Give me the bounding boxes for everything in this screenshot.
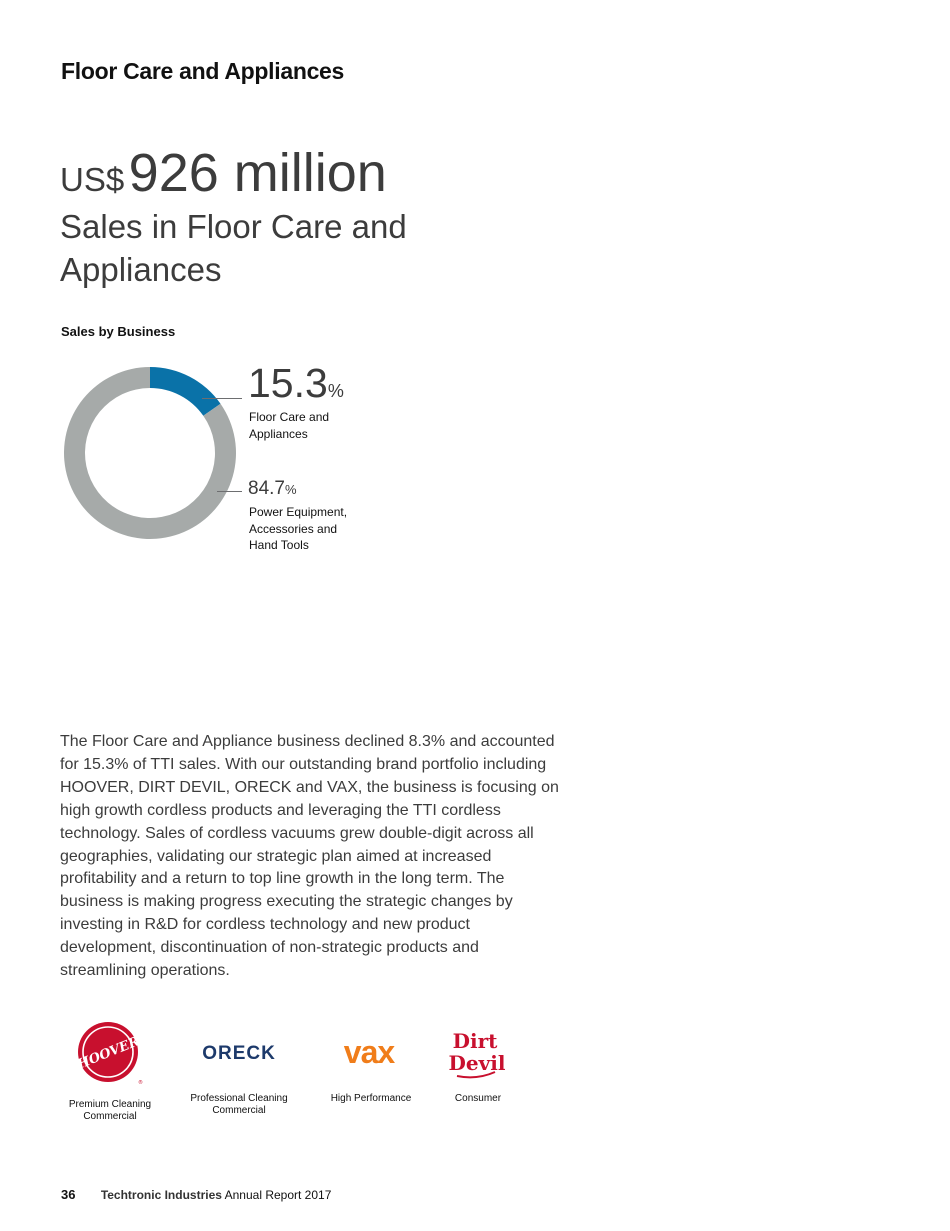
vax-logo-icon xyxy=(329,1036,413,1068)
dirt-devil-logo-text: Dirt xyxy=(452,1029,498,1053)
donut-chart xyxy=(55,358,245,548)
dirt-devil-logo-text: Devil xyxy=(448,1051,506,1075)
section-title: Floor Care and Appliances xyxy=(61,58,345,84)
slice-power-equipment-value xyxy=(248,478,297,500)
page-footer xyxy=(61,1187,331,1202)
company-name: Techtronic Industries xyxy=(100,1188,222,1202)
slice-power-equipment-label xyxy=(249,504,347,554)
sales-amount: 926 million xyxy=(128,143,387,203)
report-name: Annual Report 2017 xyxy=(224,1188,332,1202)
brand-dirt-devil xyxy=(438,1026,518,1105)
brand-caption-line: Premium Cleaning xyxy=(68,1099,152,1110)
dirt-devil-logo-icon xyxy=(443,1026,513,1082)
brand-caption-line: High Performance xyxy=(330,1093,412,1104)
slice-floor-care-number: 15.3 xyxy=(248,360,328,406)
brand-caption-line: Professional Cleaning xyxy=(190,1093,288,1104)
slice-floor-care-label-line: Floor Care and xyxy=(249,410,330,424)
slice-power-equipment-label-line: Hand Tools xyxy=(249,538,309,552)
brand-oreck-caption xyxy=(184,1093,294,1117)
chart-title: Sales by Business xyxy=(61,324,176,339)
slice-power-equipment-label-line: Accessories and xyxy=(249,521,338,536)
slice-power-equipment-label-line: Power Equipment, xyxy=(249,505,348,519)
oreck-logo-icon xyxy=(189,1040,289,1066)
slice-floor-care-label-line: Appliances xyxy=(249,426,308,441)
leader-line-power-equipment xyxy=(217,491,242,492)
hoover-logo-text: HOOVER xyxy=(75,1034,142,1073)
page-number: 36 xyxy=(61,1187,76,1202)
slice-floor-care-label xyxy=(249,409,329,442)
oreck-logo-text: ORECK xyxy=(202,1043,276,1064)
currency-label: US$ xyxy=(60,161,125,198)
svg-text:®: ® xyxy=(138,1080,143,1086)
slice-power-equipment-number: 84.7 xyxy=(248,478,285,499)
slice-floor-care-unit: % xyxy=(327,381,344,401)
brand-vax-caption xyxy=(321,1093,421,1105)
brand-caption-line: Commercial xyxy=(83,1111,137,1122)
brand-dirt-devil-caption xyxy=(438,1093,518,1105)
slice-floor-care-value xyxy=(248,360,344,407)
sales-subtitle: Sales in Floor Care and Appliances xyxy=(60,208,407,288)
vax-logo-text: vax xyxy=(343,1034,395,1070)
brand-caption-line: Commercial xyxy=(212,1105,266,1116)
brand-hoover xyxy=(60,1020,160,1123)
brand-oreck xyxy=(184,1040,294,1117)
body-paragraph xyxy=(60,731,560,983)
sales-headline xyxy=(60,142,387,204)
brand-vax xyxy=(321,1036,421,1105)
body-paragraph-text: The Floor Care and Appliance business declined 8.3% and accounted for 15.3% of TTI sales. With our outstanding brand portfolio including HOOVER, DIRT DEVIL, ORECK and VAX, the business is focusing on high growth cordless products and leveraging the TTI cordless technology. Sales of cordless vacuums grew double-digit across all geographies, validating our strategic plan aimed at increased profitability and a return to top line growth in the long term. The business is making progress executing the strategic changes by investing in R&D for cordless technology and new product development, discontinuation of non-strategic products and streamlining operations. xyxy=(60,733,559,980)
leader-line-floor-care xyxy=(202,398,242,399)
hoover-logo-icon xyxy=(75,1020,143,1086)
brand-caption-line: Consumer xyxy=(454,1093,502,1104)
slice-power-equipment-unit: % xyxy=(284,482,297,497)
slice-floor-care xyxy=(150,367,221,416)
brand-hoover-caption xyxy=(60,1099,160,1123)
